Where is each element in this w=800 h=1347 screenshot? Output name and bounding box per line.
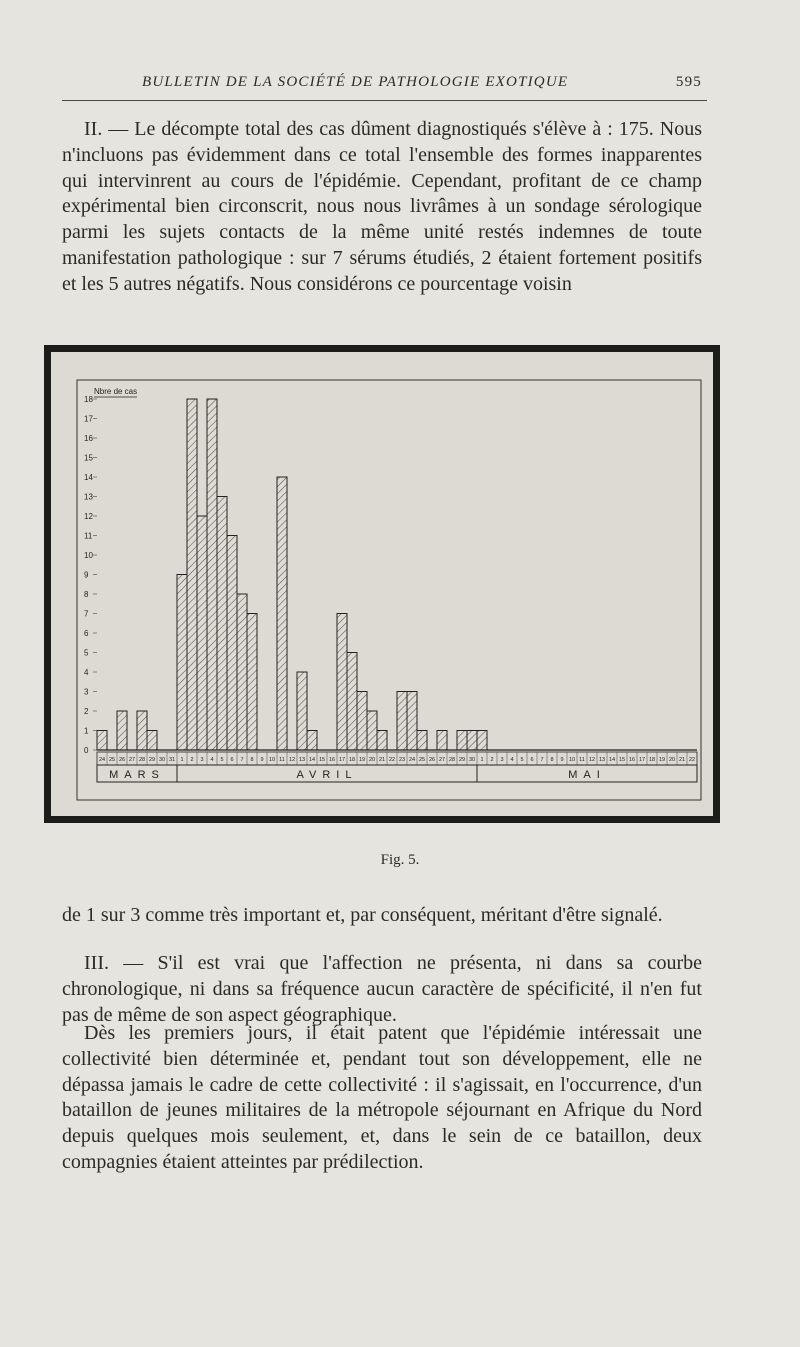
bar [137,711,147,750]
page-number: 595 [675,74,702,90]
x-tick-label: 17 [638,757,646,763]
x-tick-label: 21 [378,757,386,763]
x-tick-label: 3 [200,757,204,763]
month-label: AVRIL [296,769,358,781]
x-tick-label: 12 [288,757,296,763]
bar [467,731,477,751]
y-tick-label: 6 [84,629,89,638]
x-tick-label: 4 [510,757,514,763]
x-tick-label: 8 [250,757,254,763]
x-tick-label: 31 [168,757,176,763]
bar [117,711,127,750]
bar [407,692,417,751]
bar [417,731,427,751]
bar [437,731,447,751]
x-tick-label: 14 [308,757,316,763]
figure-caption: Fig. 5. [380,852,420,868]
paragraph-1: II. — Le décompte total des cas dûment diagnostiqués s'élève à : 175. Nous n'incluons pas évidemment dans ce total l'ensemble des formes inapparentes qui intervinrent au cours de l'épidémie. Cependant, profitant de ce champ expérimental bien circonscrit, nous nous livrâmes à un sondage sérologique parmi les sujets contacts de la même unité restés indemnes de toute manifestation pathologique : sur 7 sérums étudiés, 2 étaient fortement positifs et les 5 autres négatifs. Nous considérons ce pourcentage voisin [62,118,702,295]
x-tick-label: 11 [579,757,585,763]
cases-chart [51,352,713,816]
x-tick-label: 15 [318,757,326,763]
x-tick-label: 16 [628,757,636,763]
bar [367,711,377,750]
y-tick-label: 10 [84,551,93,560]
bar [337,614,347,751]
bar [97,731,107,751]
paragraph-2: de 1 sur 3 comme très important et, par conséquent, méritant d'être signalé. [62,904,663,926]
figure-histogram [44,345,720,823]
bar [177,575,187,751]
plot-frame [77,380,701,800]
x-tick-label: 27 [128,757,136,763]
x-tick-label: 15 [618,757,626,763]
x-tick-label: 2 [190,757,194,763]
x-tick-label: 20 [668,757,676,763]
y-tick-label: 8 [84,590,89,599]
x-tick-label: 5 [220,757,224,763]
x-tick-label: 28 [138,757,146,763]
x-tick-label: 23 [398,757,406,763]
x-tick-label: 6 [530,757,534,763]
bar [297,672,307,750]
x-tick-label: 1 [180,757,184,763]
paragraph-4: Dès les premiers jours, il était patent que l'épidémie intéressait une collectivité bien déterminée et, pendant tout son développement, elle ne dépassa jamais le cadre de cette collectivité : il s'agissait, en l'occurrence, d'un bataillon de jeunes militaires de la métropole séjournant en Afrique du Nord depuis quelques mois seulement, et, dans le sein de ce bataillon, deux compagnies étaient atteintes par prédilection. [62,1022,702,1173]
x-tick-label: 4 [210,757,214,763]
x-tick-label: 22 [388,757,396,763]
running-head [62,72,702,96]
x-tick-label: 13 [598,757,606,763]
x-tick-label: 16 [328,757,336,763]
y-tick-label: 2 [84,707,89,716]
x-tick-label: 28 [448,757,456,763]
month-label: MARS [109,769,165,781]
x-tick-label: 24 [408,757,416,763]
x-tick-label: 25 [418,757,426,763]
x-tick-label: 30 [158,757,166,763]
x-tick-label: 7 [540,757,544,763]
bar [457,731,467,751]
bar [187,399,197,750]
x-tick-label: 13 [298,757,306,763]
y-tick-label: 7 [84,609,89,619]
x-tick-label: 18 [348,757,356,763]
bar [227,536,237,751]
y-axis-label: Nbre de cas [94,387,138,396]
y-tick-label: 14 [84,473,93,482]
x-tick-label: 17 [338,757,346,763]
x-tick-label: 30 [468,757,476,763]
bar [277,477,287,750]
y-tick-label: 12 [84,512,93,521]
x-tick-label: 19 [358,757,366,763]
y-tick-label: 16 [84,434,93,443]
y-tick-label: 4 [84,668,89,677]
x-tick-label: 29 [148,757,156,763]
x-tick-label: 29 [458,757,466,763]
x-tick-label: 6 [230,757,234,763]
x-tick-label: 11 [279,757,285,763]
x-tick-label: 18 [648,757,656,763]
y-tick-label: 11 [84,531,93,541]
bar [377,731,387,751]
x-tick-label: 9 [260,757,264,763]
bar [307,731,317,751]
x-tick-label: 2 [490,757,494,763]
bar [357,692,367,751]
paragraph-3: III. — S'il est vrai que l'affection ne présenta, ni dans sa courbe chronologique, ni dans sa fréquence aucun caractère de spécificité, il n'en fut pas de même de son aspect géographique. [62,952,702,1026]
x-tick-label: 14 [608,757,616,763]
x-tick-label: 8 [550,757,554,763]
month-label: MAI [568,769,606,781]
x-tick-label: 26 [118,757,126,763]
x-tick-label: 26 [428,757,436,763]
x-tick-label: 5 [520,757,524,763]
y-tick-label: 3 [84,687,89,697]
x-tick-label: 24 [98,757,106,763]
x-tick-label: 22 [688,757,696,763]
y-tick-label: 17 [84,414,93,424]
x-tick-label: 10 [268,757,276,763]
y-tick-label: 1 [84,726,89,736]
x-tick-label: 19 [658,757,666,763]
header-rule [62,100,707,101]
bar [197,516,207,750]
x-tick-label: 20 [368,757,376,763]
y-tick-label: 9 [84,570,89,580]
x-tick-label: 1 [480,757,484,763]
bar [397,692,407,751]
bar [237,594,247,750]
y-tick-label: 5 [84,648,89,658]
bar [247,614,257,751]
x-tick-label: 12 [588,757,596,763]
x-tick-label: 27 [438,757,446,763]
y-tick-label: 0 [84,746,89,755]
x-tick-label: 21 [678,757,686,763]
bar [477,731,487,751]
y-tick-label: 13 [84,492,93,502]
x-tick-label: 10 [568,757,576,763]
x-tick-label: 3 [500,757,504,763]
y-tick-label: 18 [84,395,93,404]
bar [217,497,227,751]
x-tick-label: 7 [240,757,244,763]
running-title: BULLETIN DE LA SOCIÉTÉ DE PATHOLOGIE EXOTIQUE [142,74,569,90]
x-tick-label: 9 [560,757,564,763]
bar [347,653,357,751]
y-tick-label: 15 [84,453,93,463]
bar [147,731,157,751]
x-tick-label: 25 [108,757,116,763]
bar [207,399,217,750]
